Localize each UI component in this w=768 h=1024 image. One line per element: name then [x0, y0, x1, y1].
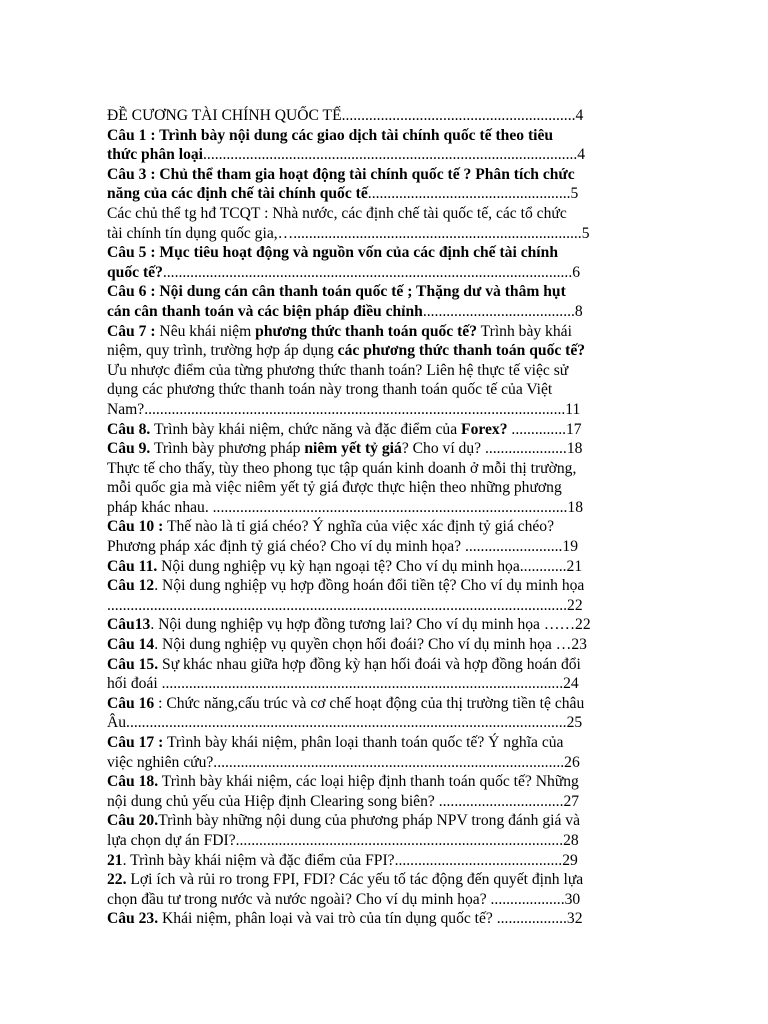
toc-line [107, 478, 662, 498]
toc-line-bold-text: thức phân loại [107, 146, 204, 164]
toc-line-text: Nam?............................................................................................................11 [107, 400, 581, 418]
toc-line [107, 439, 662, 459]
toc-line-text: tài chính tín dụng quốc gia,…..........................................................................5 [107, 224, 590, 242]
toc-line [107, 184, 662, 204]
toc-line-text: việc nghiên cứu?..........................................................................................26 [107, 753, 580, 771]
toc-line-text: Trình bày khái niệm, phân loại thanh toán quốc tế? Ý nghĩa của [163, 734, 564, 751]
toc-line [107, 400, 662, 420]
toc-line-bold-text: Câu 16 [107, 694, 155, 712]
toc-line [107, 890, 662, 910]
toc-line-text: chọn đầu tư trong nước và nước ngoài? Cho ví dụ minh họa? ...................30 [107, 890, 581, 908]
toc-line [107, 263, 662, 283]
toc-line-text: Phương pháp xác định tỷ giá chéo? Cho ví dụ minh họa? .........................19 [107, 538, 579, 556]
toc-line [107, 557, 662, 577]
toc-line-text: hối đoái .......................................................................................................24 [107, 675, 579, 693]
toc-line-text: ......................................................................................................................22 [107, 596, 583, 614]
toc-line-text: lựa chọn dự án FDI?....................................................................................28 [107, 831, 579, 849]
toc-line-text: ................................................................................................4 [203, 146, 586, 164]
toc-line-bold-text: Câu 23. [107, 910, 159, 928]
toc-line-text: Ưu nhược điểm của từng phương thức thanh toán? Liên hệ thực tế việc sử [107, 361, 569, 379]
toc-line-bold-text: năng của các định chế tài chính quốc tế [107, 185, 368, 203]
toc-line-text: ? Cho ví dụ? .....................18 [401, 440, 583, 458]
toc-line [107, 498, 662, 518]
toc-line [107, 576, 662, 596]
toc-line-text: : Chức năng,cấu trúc và cơ chế hoạt động của thị trường tiền tệ châu [154, 694, 585, 712]
toc-line [107, 126, 662, 146]
toc-line-bold-text: Câu 14 [107, 636, 155, 654]
toc-line-text: Trình bày khái [477, 322, 572, 340]
toc-line-text: ....................................................5 [367, 185, 579, 203]
toc-line-bold-text: Câu 8. [107, 420, 151, 438]
toc-line [107, 302, 662, 322]
toc-line-bold-text: các phương thức thanh toán quốc tế? [337, 342, 586, 360]
toc-line-text: Sự khác nhau giữa hợp đồng kỳ hạn hối đoái và hợp đồng hoán đổi [158, 655, 581, 673]
toc-line-text: . Trình bày khái niệm và đặc điểm của FPI?...........................................29 [122, 851, 578, 869]
toc-line-text: ..............17 [507, 420, 582, 438]
toc-line [107, 282, 662, 302]
toc-line [107, 870, 662, 890]
toc-line-text: . Nội dung nghiệp vụ hợp đồng hoán đổi tiền tệ? Cho ví dụ minh họa [154, 577, 585, 595]
toc-line [107, 361, 662, 381]
toc-line [107, 420, 662, 440]
toc-line-text: ĐỀ CƯƠNG TÀI CHÍNH QUỐC TẾ............................................................4 [107, 107, 584, 124]
toc-line-text: Khái niệm, phân loại và vai trò của tín dụng quốc tế? ..................32 [158, 910, 583, 928]
toc-line [107, 713, 662, 733]
toc-line-text: dụng các phương thức thanh toán này trong thanh toán quốc tế của Việt [107, 381, 553, 399]
toc-line [107, 655, 662, 675]
toc-line-bold-text: Câu 9. [107, 440, 151, 458]
toc-line-text: Trình bày những nội dung của phương pháp NPV trong đánh giá và [158, 812, 581, 830]
toc-line-text: Trình bày phương pháp [150, 440, 305, 458]
toc-line [107, 380, 662, 400]
toc-line-bold-text: niêm yết tỷ giá [304, 440, 402, 458]
toc-line [107, 615, 662, 635]
toc-line [107, 341, 662, 361]
toc-line-text: Thế nào là tỉ giá chéo? Ý nghĩa của việc xác định tỷ giá chéo? [163, 518, 555, 536]
toc-line-text: .......................................8 [422, 302, 583, 320]
toc-line-text: . Nội dung nghiệp vụ quyền chọn hối đoái? Cho ví dụ minh họa …23 [154, 636, 587, 654]
toc-line-text: Nêu khái niệm [155, 322, 256, 340]
toc-line-bold-text: Câu 20. [107, 812, 159, 830]
toc-line-text: Trình bày khái niệm, các loại hiệp định thanh toán quốc tế? Những [158, 773, 579, 791]
toc-line-bold-text: phương thức thanh toán quốc tế? [255, 322, 478, 340]
toc-line [107, 851, 662, 871]
toc-line [107, 792, 662, 812]
toc-line [107, 635, 662, 655]
toc-line [107, 596, 662, 616]
toc-line [107, 204, 662, 224]
toc-line-bold-text: 21 [107, 851, 123, 869]
toc-line [107, 322, 662, 342]
toc-line-bold-text: Câu13 [107, 616, 151, 634]
toc-line-bold-text: Câu 7 : [107, 322, 156, 340]
toc-line-bold-text: Câu 5 : Mục tiêu hoạt động và nguồn vốn của các định chế tài chính [107, 244, 558, 262]
toc-line-text: niệm, quy trình, trường hợp áp dụng [107, 342, 338, 360]
toc-line-text: Âu.................................................................................................................25 [107, 714, 583, 732]
toc-line [107, 243, 662, 263]
toc-line-bold-text: Câu 6 : Nội dung cán cân thanh toán quốc tế ; Thặng dư và thâm hụt [107, 283, 566, 301]
toc-line-bold-text: Forex? [461, 420, 508, 438]
toc-line-bold-text: quốc tế? [107, 263, 163, 281]
toc-line [107, 459, 662, 479]
toc-line [107, 772, 662, 792]
toc-line-text: .........................................................................................................6 [162, 263, 581, 281]
toc-line-bold-text: Câu 11. [107, 557, 158, 575]
toc-line-text: nội dung chủ yếu của Hiệp định Clearing song biên? ................................27 [107, 792, 580, 810]
toc-line [107, 674, 662, 694]
table-of-contents [107, 106, 662, 929]
toc-line-text: Thực tế cho thấy, tùy theo phong tục tập quán kinh doanh ở mỗi thị trường, [107, 459, 577, 477]
toc-line [107, 145, 662, 165]
toc-line-text: mỗi quốc gia mà việc niêm yết tỷ giá được thực hiện theo những phương [107, 479, 562, 497]
toc-line-bold-text: Câu 3 : Chủ thể tham gia hoạt động tài chính quốc tế ? Phân tích chức [107, 165, 575, 183]
toc-line-bold-text: cán cân thanh toán và các biện pháp điều chỉnh [107, 302, 423, 320]
toc-line-text: Các chủ thể tg hđ TCQT : Nhà nước, các định chế tài quốc tế, các tổ chức [107, 204, 567, 222]
toc-line-bold-text: Câu 10 : [107, 518, 164, 536]
toc-line [107, 811, 662, 831]
toc-line-text: Trình bày khái niệm, chức năng và đặc điểm của [150, 420, 462, 438]
toc-line [107, 106, 662, 126]
toc-line-bold-text: Câu 12 [107, 577, 155, 595]
toc-line [107, 537, 662, 557]
toc-line [107, 694, 662, 714]
toc-line [107, 753, 662, 773]
toc-line [107, 224, 662, 244]
toc-line-text: . Nội dung nghiệp vụ hợp đồng tương lai? Cho ví dụ minh họa ……22 [150, 616, 591, 634]
toc-line-bold-text: Câu 1 : Trình bày nội dung các giao dịch tài chính quốc tế theo tiêu [107, 126, 554, 144]
toc-line-text: Lợi ích và rủi ro trong FPI, FDI? Các yếu tố tác động đến quyết định lựa [126, 871, 584, 889]
toc-line-text: pháp khác nhau. ...........................................................................................18 [107, 498, 584, 516]
toc-line [107, 909, 662, 929]
toc-line-bold-text: Câu 15. [107, 655, 159, 673]
toc-line-bold-text: Câu 18. [107, 773, 159, 791]
toc-line [107, 733, 662, 753]
toc-line-bold-text: Câu 17 : [107, 734, 164, 751]
toc-line [107, 517, 662, 537]
toc-line-bold-text: 22. [107, 871, 127, 889]
toc-line-text: Nội dung nghiệp vụ kỳ hạn ngoại tệ? Cho ví dụ minh họa............21 [157, 557, 583, 575]
toc-line [107, 165, 662, 185]
toc-line [107, 831, 662, 851]
